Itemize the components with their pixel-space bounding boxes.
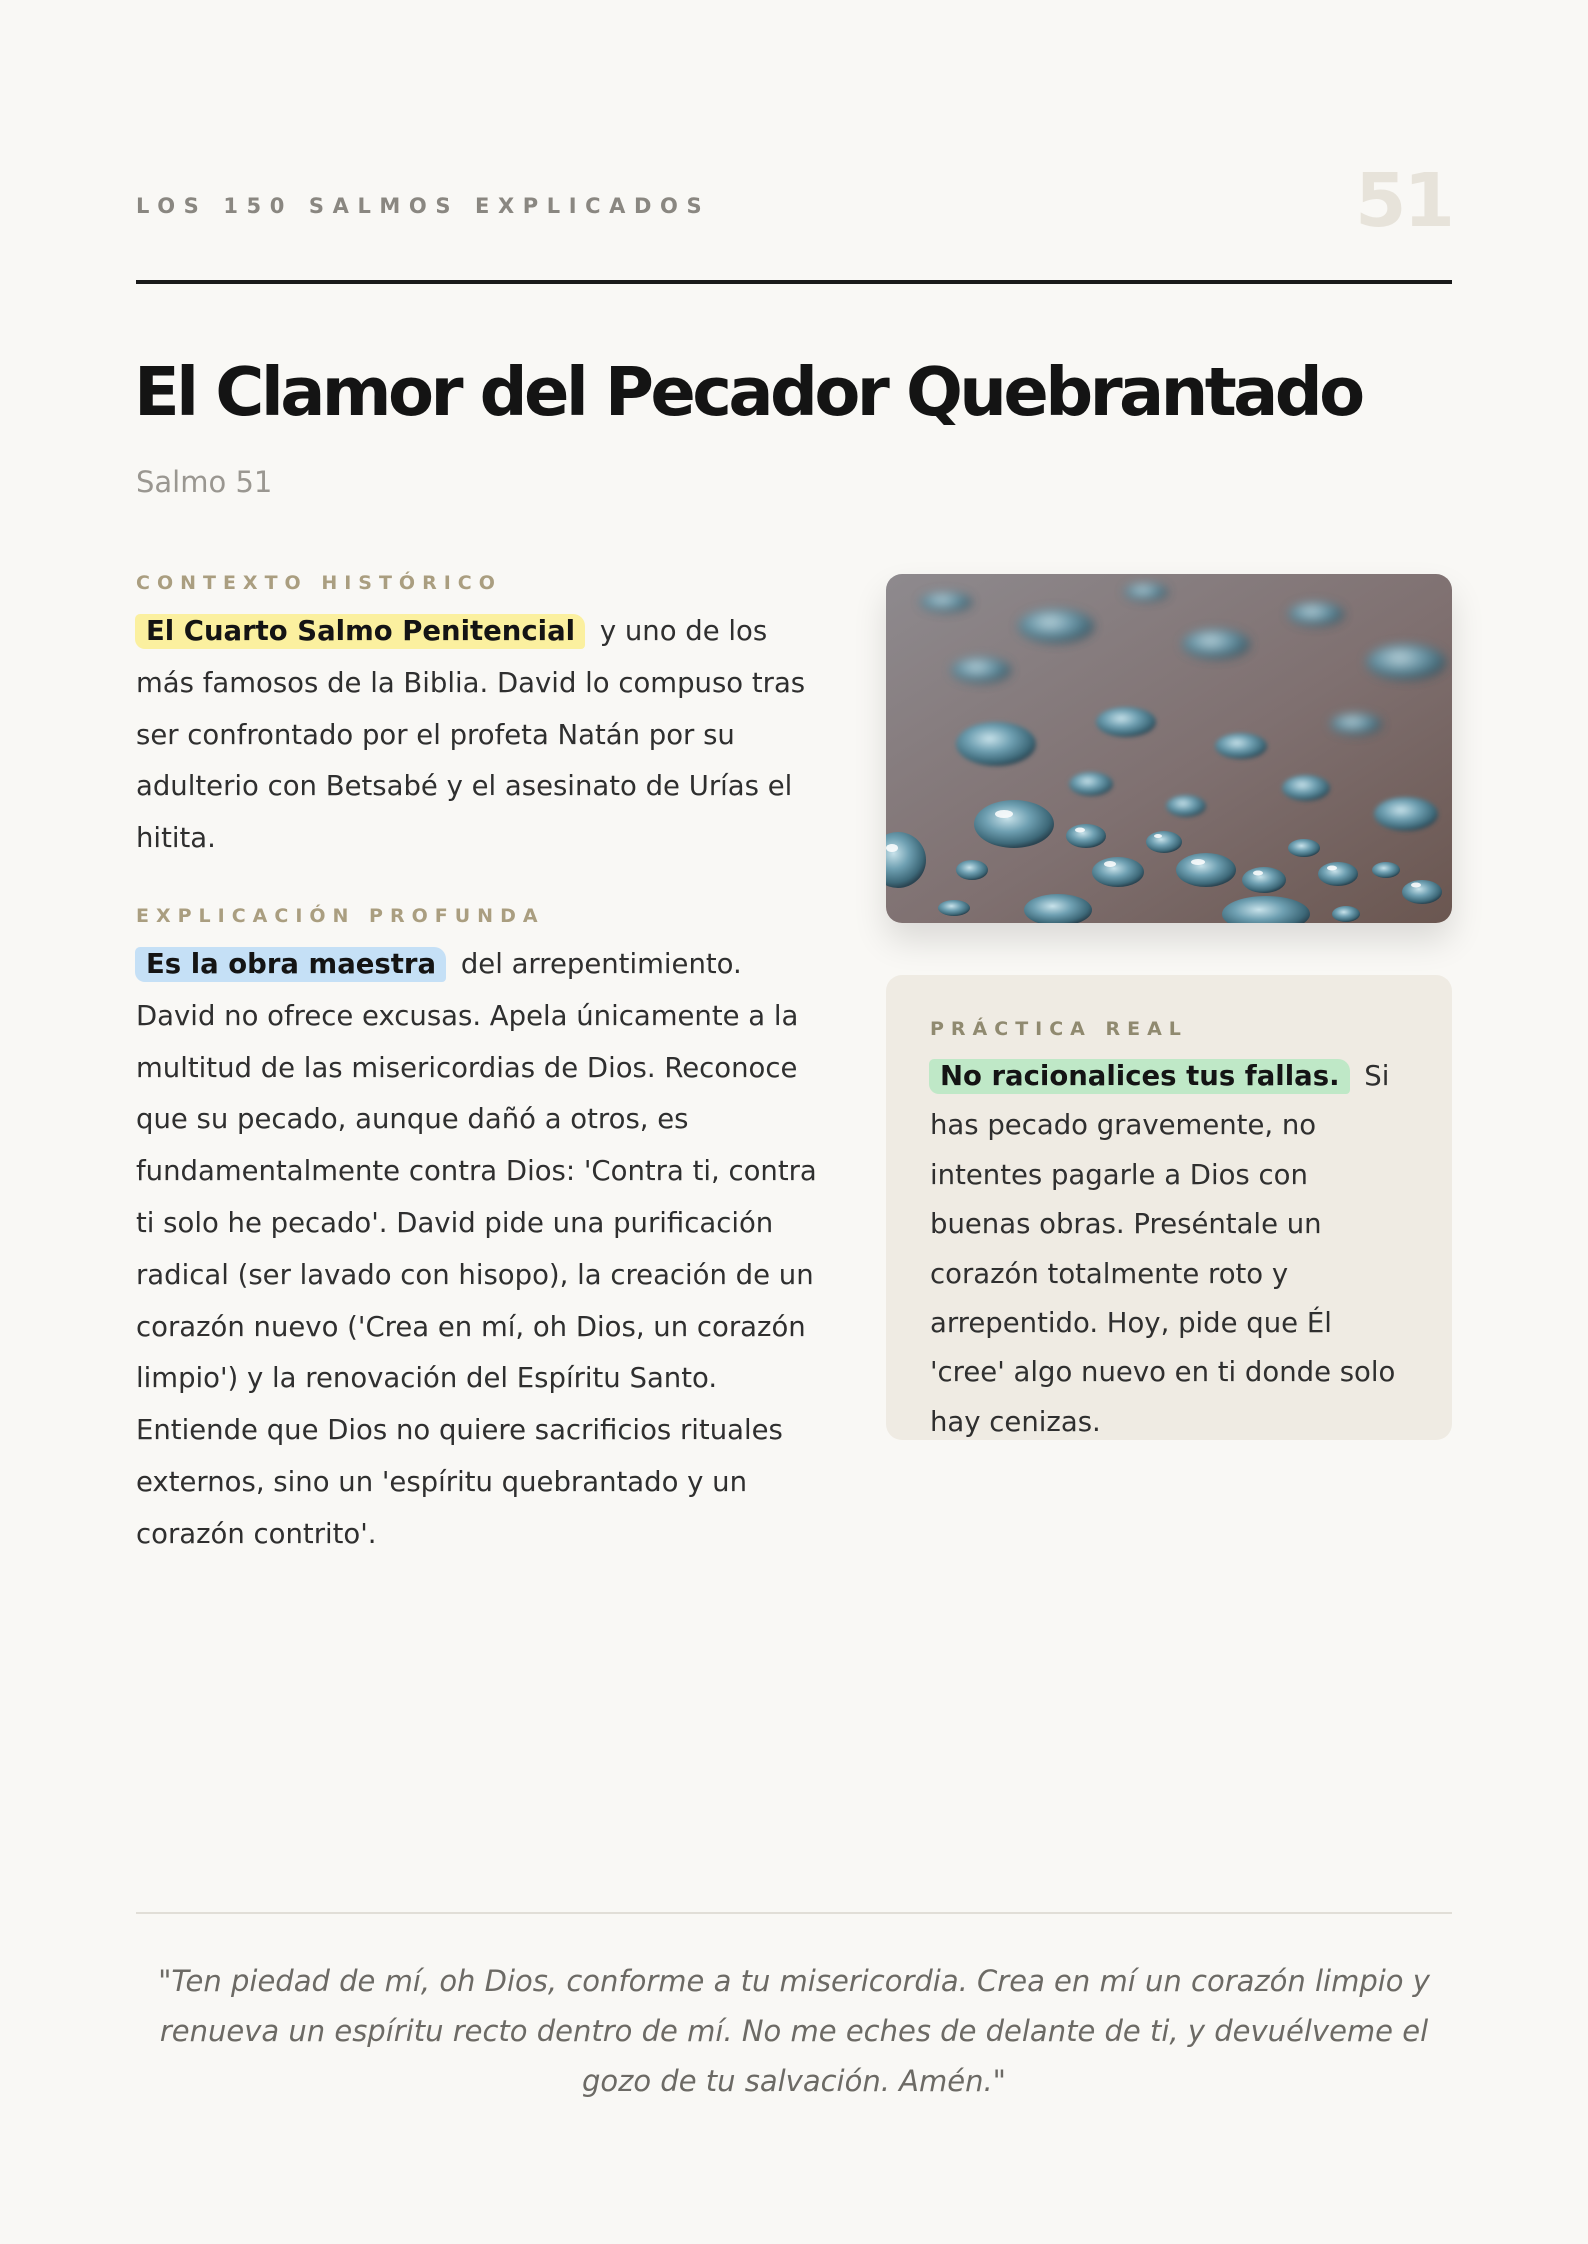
- context-highlight: El Cuarto Salmo Penitencial: [135, 614, 585, 649]
- main-column: [136, 572, 826, 1561]
- closing-prayer-quote: "Ten piedad de mí, oh Dios, conforme a tu misericordia. Crea en mí un corazón limpio y renueva un espíritu recto dentro de mí. No me eches de delante de ti, y devuélveme el gozo de tu salvación. Amén.": [158, 1964, 1430, 2098]
- explanation-text: del arrepentimiento. David no ofrece excusas. Apela únicamente a la multitud de las misericordias de Dios. Reconoce que su pecado, aunque dañó a otros, es fundamentalmente contra Dios: 'Contra ti, contra ti solo he pecado'. David pide una purificación radical (ser lavado con hisopo), la creación de un corazón nuevo ('Crea en mí, oh Dios, un corazón limpio') y la renovación del Espíritu Santo. Entiende que Dios no quiere sacrificios rituales externos, sino un 'espíritu quebrantado y un corazón contrito'.: [136, 947, 817, 1550]
- practice-paragraph: [930, 1052, 1410, 1447]
- context-text: y uno de los más famosos de la Biblia. David lo compuso tras ser confrontado por el profeta Natán por su adulterio con Betsabé y el asesinato de Urías el hitita.: [136, 615, 806, 855]
- page-number: 51: [1355, 158, 1452, 244]
- context-label: CONTEXTO HISTÓRICO: [136, 572, 502, 594]
- explanation-label: EXPLICACIÓN PROFUNDA: [136, 904, 545, 927]
- footer-divider: [136, 1912, 1452, 1914]
- series-title: LOS 150 SALMOS EXPLICADOS: [136, 194, 711, 218]
- practice-card: [886, 975, 1452, 1440]
- psalm-subtitle: Salmo 51: [136, 465, 273, 499]
- water-droplets-photo: [886, 574, 1452, 923]
- explanation-highlight: Es la obra maestra: [135, 947, 446, 982]
- page-title: El Clamor del Pecador Quebrantado: [134, 353, 1362, 431]
- practice-text: Si has pecado gravemente, no intentes pagarle a Dios con buenas obras. Preséntale un corazón totalmente roto y arrepentido. Hoy, pide que Él 'cree' algo nuevo en ti donde solo hay cenizas.: [930, 1060, 1396, 1438]
- explanation-paragraph: [136, 939, 826, 1561]
- page-header: [136, 150, 1452, 284]
- context-paragraph: [136, 606, 826, 865]
- practice-highlight: No racionalices tus fallas.: [929, 1059, 1350, 1094]
- practice-label: PRÁCTICA REAL: [930, 1018, 1188, 1040]
